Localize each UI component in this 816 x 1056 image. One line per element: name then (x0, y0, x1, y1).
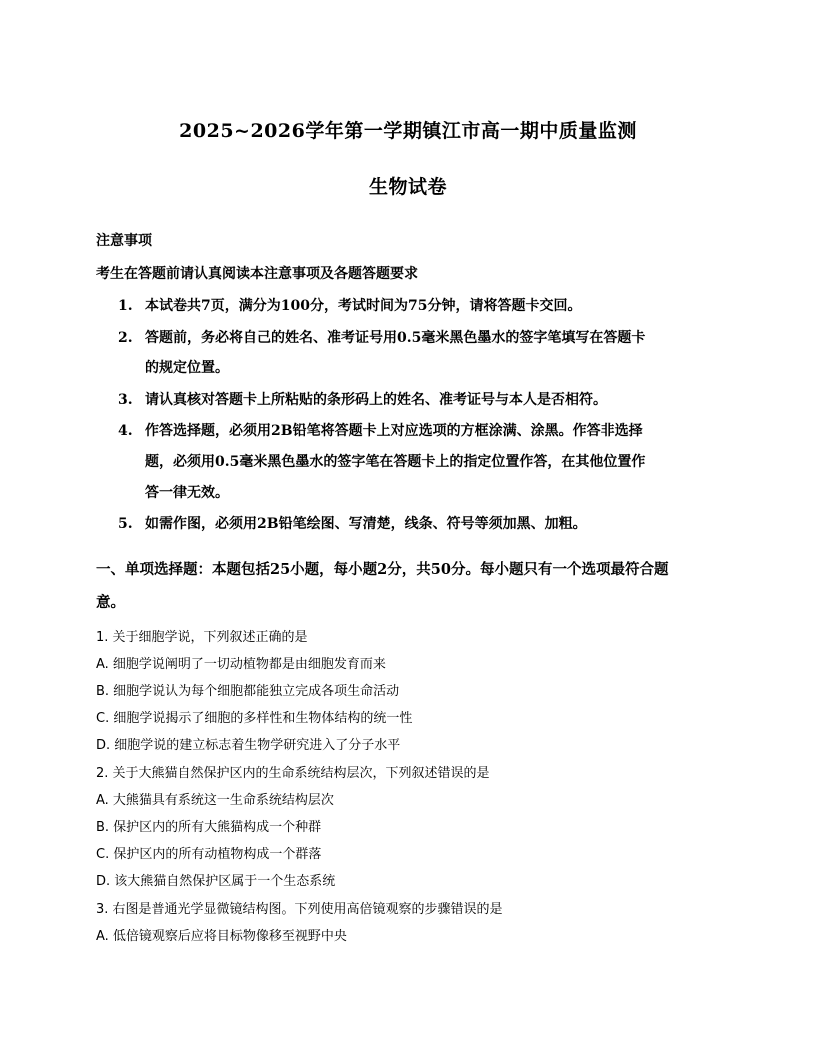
notice-rule-2 (118, 327, 645, 347)
exam-title: 2025~2026学年第一学期镇江市高一期中质量监测 (179, 120, 637, 142)
notice-lead: 考生在答题前请认真阅读本注意事项及各题答题要求 (96, 266, 418, 282)
rule-text: 答题前，务必将自己的姓名、准考证号用0.5毫米黑色墨水的签字笔填写在答题卡 (145, 330, 646, 346)
question-option: D. 该大熊猫自然保护区属于一个生态系统 (96, 874, 336, 889)
rule-number: 2. (118, 330, 133, 346)
question-option: A. 大熊猫具有系统这一生命系统结构层次 (96, 793, 334, 808)
notice-rule-5 (118, 513, 587, 533)
notice-rule-3 (118, 389, 607, 409)
rule-text-continued: 题，必须用0.5毫米黑色墨水的签字笔在答题卡上的指定位置作答，在其他位置作 (145, 454, 646, 470)
question-option: C. 细胞学说揭示了细胞的多样性和生物体结构的统一性 (96, 711, 413, 726)
rule-text-continued: 答一律无效。 (145, 485, 229, 501)
question-option: D. 细胞学说的建立标志着生物学研究进入了分子水平 (96, 738, 401, 753)
question-option: B. 保护区内的所有大熊猫构成一个种群 (96, 820, 322, 835)
rule-text: 请认真核对答题卡上所粘贴的条形码上的姓名、准考证号与本人是否相符。 (145, 392, 607, 408)
rule-number: 1. (118, 298, 133, 314)
rule-text: 作答选择题，必须用2B铅笔将答题卡上对应选项的方框涂满、涂黑。作答非选择 (145, 423, 643, 439)
notice-heading: 注意事项 (96, 233, 152, 249)
rule-text-continued: 的规定位置。 (145, 360, 229, 376)
rule-number: 5. (118, 516, 133, 532)
rule-number: 3. (118, 392, 133, 408)
section-heading: 一、单项选择题：本题包括25小题，每小题2分，共50分。每小题只有一个选项最符合题 (96, 561, 669, 578)
rule-text: 本试卷共7页，满分为100分，考试时间为75分钟，请将答题卡交回。 (145, 298, 582, 314)
notice-rule-4 (118, 420, 643, 440)
question-option: B. 细胞学说认为每个细胞都能独立完成各项生命活动 (96, 684, 400, 699)
notice-rule-1 (118, 295, 581, 315)
question-option: A. 低倍镜观察后应将目标物像移至视野中央 (96, 929, 347, 944)
rule-number: 4. (118, 423, 133, 439)
question-stem: 1. 关于细胞学说，下列叙述正确的是 (96, 630, 308, 645)
question-stem: 2. 关于大熊猫自然保护区内的生命系统结构层次，下列叙述错误的是 (96, 766, 490, 781)
section-heading-continued: 意。 (96, 594, 125, 611)
question-stem: 3. 右图是普通光学显微镜结构图。下列使用高倍镜观察的步骤错误的是 (96, 902, 503, 917)
exam-subject-title: 生物试卷 (368, 176, 447, 198)
rule-text: 如需作图，必须用2B铅笔绘图、写清楚，线条、符号等须加黑、加粗。 (145, 516, 587, 532)
question-option: C. 保护区内的所有动植物构成一个群落 (96, 847, 322, 862)
question-option: A. 细胞学说阐明了一切动植物都是由细胞发育而来 (96, 657, 386, 672)
